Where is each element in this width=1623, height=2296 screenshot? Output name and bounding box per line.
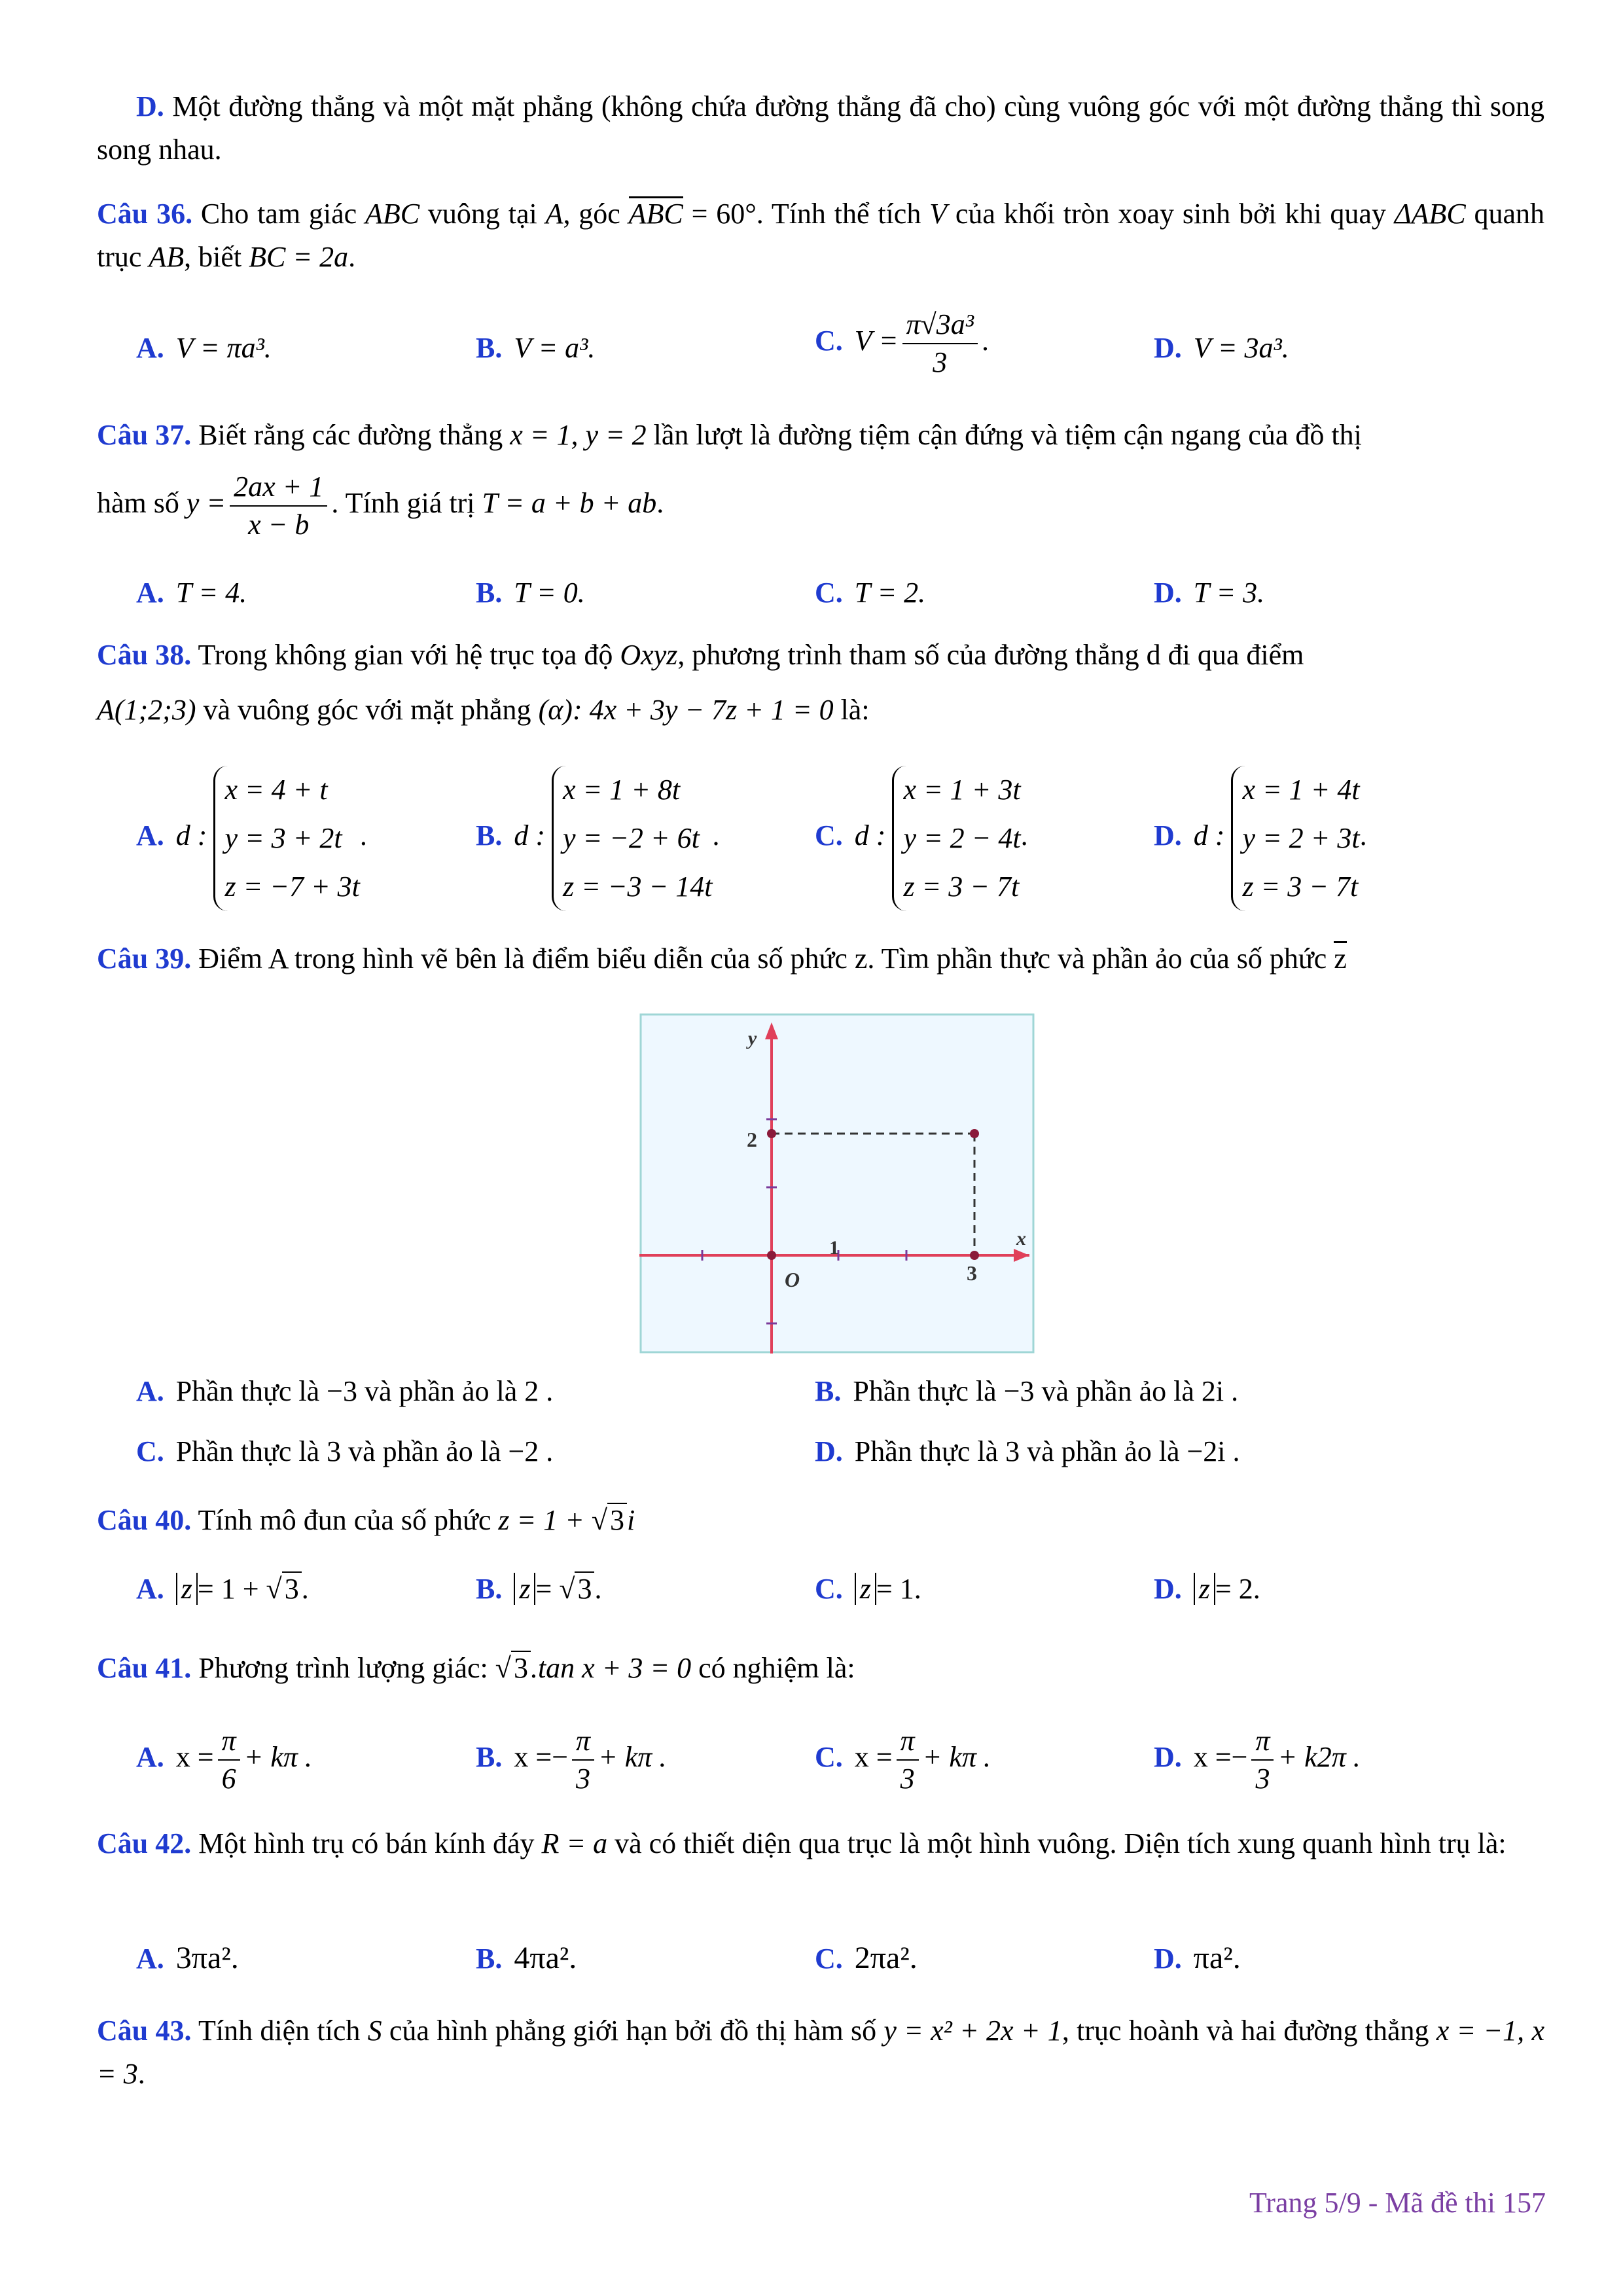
- option-text: .: [359, 819, 367, 852]
- radicand: 3: [282, 1571, 302, 1605]
- q-text: , biết: [184, 241, 249, 273]
- fraction: [230, 469, 327, 543]
- q-math: T = a + b + ab: [482, 487, 657, 520]
- question-37: [97, 414, 1544, 457]
- q37-option-d[interactable]: [1154, 573, 1264, 613]
- q41-option-d[interactable]: [1154, 1723, 1361, 1797]
- q-text: , phương trình tham số của đường thẳng d đi qua điểm: [677, 639, 1304, 671]
- option-label: B.: [476, 332, 503, 364]
- fraction: [902, 306, 978, 381]
- q40-option-d[interactable]: [1154, 1570, 1260, 1609]
- radicand: 3: [575, 1571, 594, 1605]
- option-label: A.: [136, 1573, 164, 1605]
- question-40: [97, 1499, 635, 1542]
- q37-option-c[interactable]: [815, 573, 925, 613]
- sqrt-icon: √: [495, 1652, 511, 1684]
- unit-label: 1: [829, 1237, 839, 1259]
- q42-option-b[interactable]: [476, 1939, 577, 1979]
- option-label: A.: [136, 577, 164, 609]
- q-math: .tan x + 3 = 0: [530, 1652, 692, 1684]
- equation-line: z = −7 + 3t: [224, 870, 360, 903]
- q-text: = 60°. Tính thể tích: [683, 198, 930, 230]
- option-label: C.: [815, 819, 843, 852]
- option-text: 4πa².: [514, 1941, 577, 1975]
- fraction: [572, 1723, 594, 1797]
- option-label: C.: [815, 325, 843, 357]
- q40-option-c[interactable]: [815, 1570, 921, 1609]
- option-text: + kπ .: [598, 1741, 667, 1774]
- option-label: C.: [815, 1741, 843, 1774]
- question-42: [97, 1822, 1544, 1865]
- option-text: Phần thực là 3 và phần ảo là −2i .: [854, 1435, 1240, 1467]
- option-text: πa².: [1193, 1941, 1241, 1975]
- option-text: = 1 +: [197, 1573, 266, 1605]
- q39-option-a[interactable]: [136, 1372, 553, 1411]
- denominator: 3: [933, 346, 948, 378]
- equation-line: x = 1 + 4t: [1242, 774, 1360, 806]
- y-axis-label: y: [748, 1028, 757, 1049]
- tick-label-x: 3: [967, 1261, 977, 1285]
- complex-plane-figure: [639, 1013, 1035, 1354]
- q41-option-b[interactable]: [476, 1723, 666, 1797]
- q-text: lần lượt là đường tiệm cận đứng và tiệm cận ngang của đồ thị: [646, 419, 1362, 451]
- q-text: .: [348, 241, 356, 273]
- q-text: , trục hoành và hai đường thẳng: [1061, 2015, 1436, 2047]
- q-text: Cho tam giác: [200, 198, 365, 230]
- option-label: D.: [1154, 1573, 1182, 1605]
- question-label: Câu 39.: [97, 942, 192, 975]
- q-text: .: [656, 487, 664, 520]
- sqrt-icon: √: [559, 1573, 575, 1605]
- option-text: + k2π .: [1277, 1741, 1361, 1774]
- option-text: T = 3.: [1193, 577, 1265, 609]
- option-label: D.: [1154, 332, 1182, 364]
- q-text: có nghiệm là:: [691, 1652, 855, 1684]
- q41-option-c[interactable]: [815, 1723, 991, 1797]
- point-a: [970, 1129, 979, 1138]
- q-math: A: [545, 198, 563, 230]
- equation-line: y = 2 + 3t: [1242, 822, 1360, 854]
- numerator: π: [1251, 1723, 1274, 1761]
- prev-option-d: [97, 85, 1544, 171]
- option-text: = 2: [1215, 1573, 1253, 1605]
- q-math: AB: [149, 241, 185, 273]
- option-label: B.: [476, 1573, 503, 1605]
- q-math: V: [929, 198, 948, 230]
- question-36: [97, 192, 1544, 279]
- equation-line: x = 1 + 3t: [903, 774, 1021, 806]
- equation-line: z = 3 − 7t: [1242, 870, 1359, 903]
- q-math: ABC: [365, 198, 420, 230]
- modulus: z: [514, 1573, 535, 1605]
- q-text: Biết rằng các đường thẳng: [198, 419, 510, 451]
- x-axis-label: x: [1016, 1228, 1026, 1249]
- question-label: Câu 42.: [97, 1827, 192, 1859]
- equation-line: x = 4 + t: [224, 774, 328, 806]
- modulus: z: [855, 1573, 876, 1605]
- origin-label: O: [785, 1268, 800, 1291]
- option-text: Một đường thẳng và một mặt phẳng (không chứa đường thẳng đã cho) cùng vuông góc với một đường thẳng thì song song nhau.: [97, 90, 1544, 166]
- q-math: BC = 2a: [249, 241, 349, 273]
- q-math: A(1;2;3): [97, 694, 196, 726]
- q-math: S: [367, 2015, 382, 2047]
- q39-option-c[interactable]: [136, 1432, 553, 1471]
- q38-option-c[interactable]: [815, 766, 1028, 911]
- option-label: B.: [476, 819, 503, 852]
- sign: −: [1231, 1741, 1248, 1774]
- option-text: 2πa².: [854, 1941, 918, 1975]
- option-text: x =: [1193, 1741, 1232, 1774]
- q40-option-b[interactable]: [476, 1570, 601, 1609]
- option-text: d :: [854, 819, 886, 852]
- question-label: Câu 40.: [97, 1504, 192, 1536]
- option-label: C.: [136, 1435, 164, 1467]
- option-text: V =: [854, 325, 899, 357]
- equation-line: z = 3 − 7t: [903, 870, 1020, 903]
- option-text: d :: [175, 819, 207, 852]
- q42-option-d[interactable]: [1154, 1939, 1241, 1979]
- q42-option-c[interactable]: [815, 1939, 918, 1979]
- q40-option-a[interactable]: [136, 1570, 309, 1609]
- modulus: z: [176, 1573, 198, 1605]
- question-label: Câu 37.: [97, 419, 192, 451]
- option-text: T = 0.: [514, 577, 585, 609]
- numerator: π: [897, 1723, 919, 1761]
- fraction: [1251, 1723, 1274, 1797]
- numerator: π: [572, 1723, 594, 1761]
- option-label: D.: [1154, 577, 1182, 609]
- q-text: Trong không gian với hệ trục tọa độ: [198, 639, 620, 671]
- option-text: Phần thực là 3 và phần ảo là −2 .: [175, 1435, 554, 1467]
- option-label: A.: [136, 819, 164, 852]
- option-text: V = πa³.: [175, 332, 272, 364]
- page-footer: Trang 5/9 - Mã đề thi 157: [1249, 2187, 1546, 2219]
- option-text: .: [981, 325, 989, 357]
- q-text: Một hình trụ có bán kính đáy: [198, 1827, 542, 1859]
- option-label: B.: [815, 1375, 842, 1407]
- option-text: V = 3a³.: [1193, 332, 1289, 364]
- q-math: Oxyz: [620, 639, 678, 671]
- q-math: x = −1, x = 3: [97, 2015, 1544, 2090]
- option-text: .: [1359, 819, 1367, 852]
- q38-option-d[interactable]: [1154, 766, 1367, 911]
- q-text: Tính mô đun của số phức: [198, 1504, 499, 1536]
- equation-line: z = −3 − 14t: [563, 870, 713, 903]
- question-37-line2: [97, 469, 664, 543]
- conjugate-symbol: z: [1334, 942, 1347, 975]
- option-label: D.: [1154, 1741, 1182, 1774]
- q-math: x = 1, y = 2: [510, 419, 647, 451]
- option-text: =: [535, 1573, 560, 1605]
- q36-option-c[interactable]: [815, 306, 989, 381]
- radicand: 3: [511, 1651, 531, 1684]
- option-label: A.: [136, 332, 164, 364]
- question-41: [97, 1647, 855, 1690]
- q-text: và có thiết diện qua trục là một hình vuông. Diện tích xung quanh hình trụ là:: [607, 1827, 1507, 1859]
- q42-option-a[interactable]: [136, 1939, 239, 1979]
- q-text: . Tính giá trị: [331, 487, 482, 520]
- question-label: Câu 43.: [97, 2015, 192, 2047]
- equation-line: y = 3 + 2t: [224, 822, 342, 854]
- equation-line: x = 1 + 8t: [563, 774, 681, 806]
- q-math: y = x² + 2x + 1: [883, 2015, 1062, 2047]
- option-label: D.: [136, 90, 164, 122]
- option-text: V = a³.: [514, 332, 596, 364]
- option-label: A.: [136, 1943, 164, 1975]
- question-38-line2: [97, 689, 870, 732]
- angle-symbol: ABC: [628, 198, 683, 230]
- q39-option-b[interactable]: [815, 1372, 1238, 1411]
- sqrt-icon: √: [266, 1573, 282, 1605]
- q-text: Điểm A trong hình vẽ bên là điểm biểu diễn của số phức z. Tìm phần thực và phần ảo của số phức: [198, 942, 1334, 975]
- denominator: 3: [1255, 1763, 1270, 1795]
- q-math: z = 1 +: [498, 1504, 592, 1536]
- option-text: Phần thực là −3 và phần ảo là 2 .: [175, 1375, 554, 1407]
- option-text: = 1: [876, 1573, 914, 1605]
- option-text: .: [594, 1573, 602, 1605]
- figure-frame: [641, 1014, 1033, 1352]
- question-43: [97, 2009, 1544, 2096]
- q-math: (α): 4x + 3y − 7z + 1 = 0: [538, 694, 834, 726]
- y-projection-point: [767, 1129, 776, 1138]
- q-text: vuông tại: [419, 198, 546, 230]
- q37-option-b[interactable]: [476, 573, 585, 613]
- q-text: của khối tròn xoay sinh bởi khi quay: [947, 198, 1395, 230]
- q36-option-b[interactable]: [476, 329, 595, 368]
- q39-option-d[interactable]: [815, 1432, 1240, 1471]
- option-text: .: [712, 819, 720, 852]
- option-text: T = 2.: [854, 577, 926, 609]
- question-39: [97, 937, 1347, 980]
- option-label: D.: [1154, 819, 1182, 852]
- q-text: và vuông góc với mặt phẳng: [196, 694, 539, 726]
- option-text: .: [1020, 819, 1028, 852]
- option-label: C.: [815, 577, 843, 609]
- question-label: Câu 36.: [97, 198, 193, 230]
- option-label: D.: [815, 1435, 843, 1467]
- numerator: π√3a³: [902, 306, 978, 344]
- option-text: x =: [514, 1741, 552, 1774]
- q36-option-d[interactable]: [1154, 329, 1289, 368]
- option-label: B.: [476, 577, 503, 609]
- option-text: d :: [514, 819, 546, 852]
- equation-system: [892, 766, 1020, 911]
- radicand: 3: [607, 1503, 627, 1536]
- equation-line: y = −2 + 6t: [563, 822, 700, 854]
- q-math: i: [627, 1504, 635, 1536]
- tick-label-y: 2: [747, 1128, 757, 1151]
- denominator: 6: [221, 1763, 236, 1795]
- denominator: x − b: [248, 509, 310, 541]
- question-label: Câu 41.: [97, 1652, 192, 1684]
- option-text: .: [914, 1573, 921, 1605]
- option-text: + kπ .: [243, 1741, 312, 1774]
- option-label: A.: [136, 1741, 164, 1774]
- option-text: 3πa².: [175, 1941, 239, 1975]
- q-text: quanh trục: [97, 198, 1545, 273]
- denominator: 3: [900, 1763, 915, 1795]
- denominator: 3: [576, 1763, 591, 1795]
- q-math: y =: [186, 487, 226, 520]
- q38-option-a[interactable]: [136, 766, 367, 911]
- modulus: z: [1194, 1573, 1215, 1605]
- option-text: .: [1253, 1573, 1260, 1605]
- equation-system: [1231, 766, 1359, 911]
- option-text: Phần thực là −3 và phần ảo là 2i .: [853, 1375, 1239, 1407]
- fraction: [218, 1723, 240, 1797]
- sqrt-icon: √: [591, 1504, 608, 1536]
- sign: −: [552, 1741, 569, 1774]
- q38-option-b[interactable]: [476, 766, 719, 911]
- question-label: Câu 38.: [97, 639, 192, 671]
- equation-system: [552, 766, 712, 911]
- numerator: 2ax + 1: [230, 469, 327, 507]
- q-math: R = a: [541, 1827, 608, 1859]
- fraction: [897, 1723, 919, 1797]
- q-text: .: [137, 2058, 145, 2090]
- q41-option-a[interactable]: [136, 1723, 312, 1797]
- option-label: B.: [476, 1943, 503, 1975]
- q37-option-a[interactable]: [136, 573, 247, 613]
- q36-option-a[interactable]: [136, 329, 272, 368]
- q-text: của hình phẳng giới hạn bởi đồ thị hàm số: [382, 2015, 884, 2047]
- x-projection-point: [970, 1251, 979, 1260]
- option-label: C.: [815, 1943, 843, 1975]
- option-text: .: [301, 1573, 309, 1605]
- option-label: D.: [1154, 1943, 1182, 1975]
- q-text: , góc: [563, 198, 629, 230]
- equation-line: y = 2 − 4t: [903, 822, 1021, 854]
- equation-system: [213, 766, 359, 911]
- option-text: + kπ .: [922, 1741, 991, 1774]
- question-38: [97, 634, 1544, 677]
- origin-point: [767, 1251, 776, 1260]
- q-text: Phương trình lượng giác:: [198, 1652, 495, 1684]
- q-text: là:: [833, 694, 870, 726]
- numerator: π: [218, 1723, 240, 1761]
- q-text: Tính diện tích: [198, 2015, 368, 2047]
- option-label: B.: [476, 1741, 503, 1774]
- option-text: d :: [1193, 819, 1225, 852]
- option-text: x =: [854, 1741, 893, 1774]
- q-math: ΔABC: [1394, 198, 1466, 230]
- q-text: hàm số: [97, 487, 187, 520]
- option-text: x =: [175, 1741, 214, 1774]
- option-text: T = 4.: [175, 577, 247, 609]
- option-label: C.: [815, 1573, 843, 1605]
- option-label: A.: [136, 1375, 164, 1407]
